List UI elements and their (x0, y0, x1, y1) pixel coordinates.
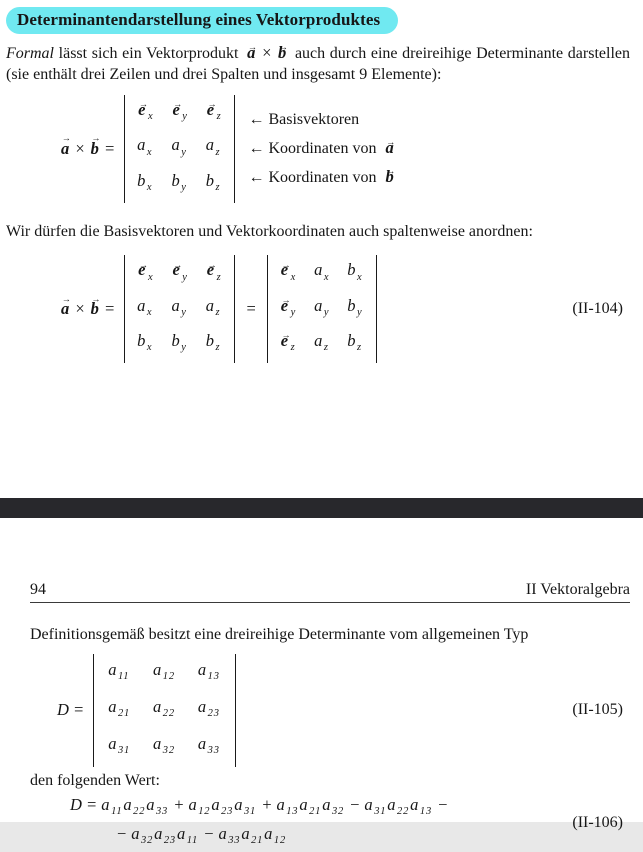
vector-symbol: e → (207, 260, 214, 280)
matrix-cell: a $_y$ (171, 135, 187, 158)
matrix-cell: e → $_x$ (137, 100, 154, 127)
intro-text-2: auch durch eine dreireihige Determinante darstellen (sie enthält drei Zeilen und drei Spalten und insgesamt 9 Elemente): (6, 45, 630, 83)
annotation-vector (384, 138, 394, 158)
section-heading-highlight (6, 7, 398, 34)
matrix-cell: a $_{32}$ (153, 734, 175, 757)
matrix-cell: a $_{31}$ (108, 734, 131, 757)
matrix-cell: b $_x$ (347, 260, 363, 283)
page-divider-bar (0, 498, 643, 518)
intro-lead-italic: Formal (6, 45, 54, 62)
row-annotations (248, 110, 394, 188)
matrix-cell: a $_x$ (137, 295, 153, 318)
eq105-left-side: D = (57, 700, 85, 720)
eq106-line-2: − a $_{32}$a $_{23}$a $_{11}$ − a $_{33}$a $_{21}$a $_{12}$ (116, 824, 287, 847)
annotation-label: ← Basisvektoren (248, 110, 360, 128)
matrix-cell: a $_z$ (205, 295, 221, 318)
intro-text-1: lässt sich ein Vektorprodukt (54, 45, 244, 62)
equation-number-II-106: (II-106) (572, 814, 623, 832)
annotation-koordinaten-a (248, 138, 394, 159)
equation-II-104 (60, 255, 630, 363)
section-heading: Determinantendarstellung eines Vektorproduktes (17, 10, 381, 29)
vector-symbol: e → (172, 100, 179, 120)
matrix-cell: b $_x$ (137, 330, 153, 354)
matrix-cell: e → $_z$ (206, 260, 223, 287)
matrix-cell: e → $_x$ (137, 260, 154, 287)
vector-symbol: e → (138, 100, 145, 120)
matrix-cell: a $_{12}$ (153, 659, 175, 682)
matrix-cell: b $_z$ (205, 330, 221, 354)
matrix-cell: b $_z$ (347, 330, 362, 354)
matrix-cell: b $_z$ (205, 170, 221, 193)
eq104-left-side: a → × b → = (60, 299, 115, 319)
matrix-cell: a $_x$ (314, 260, 330, 283)
running-header (30, 518, 630, 599)
matrix-cell: a $_{33}$ (197, 734, 220, 757)
matrix-cell: e → $_y$ (280, 296, 297, 323)
intro-paragraph (6, 43, 630, 85)
value-paragraph: den folgenden Wert: (30, 772, 160, 790)
definition-paragraph: Definitionsgemäß besitzt eine dreireihige Determinante vom allgemeinen Typ (30, 626, 529, 643)
matrix-cell: a $_{21}$ (108, 696, 131, 720)
matrix-cell: e → $_y$ (171, 260, 188, 287)
annotation-label: ← Koordinaten von (248, 139, 377, 157)
equation-II-105 (57, 654, 630, 768)
header-rule (30, 602, 630, 603)
vector-symbol: e → (172, 260, 179, 280)
vector-symbol: b → (278, 43, 286, 64)
matrix-cell: b $_y$ (347, 295, 363, 318)
matrix-cell: a $_y$ (314, 295, 330, 318)
matrix-cell: b $_y$ (171, 330, 187, 354)
general-determinant-matrix (93, 654, 236, 768)
matrix-cell: a $_{23}$ (197, 696, 220, 720)
matrix-cell: a $_x$ (137, 135, 153, 158)
matrix-cell: b $_y$ (171, 170, 187, 193)
annotation-basisvektoren (248, 110, 394, 130)
determinant-matrix (124, 95, 235, 203)
equation-number-II-105: (II-105) (572, 701, 623, 719)
vector-symbol: a → (247, 43, 255, 64)
annotation-koordinaten-b (248, 167, 394, 188)
matrix-cell: a $_{11}$ (108, 659, 130, 682)
vector-symbol: b → (385, 167, 393, 187)
equation-basis-determinant (60, 95, 630, 203)
columnwise-paragraph: Wir dürfen die Basisvektoren und Vektorkoordinaten auch spaltenweise anordnen: (6, 222, 533, 240)
annotation-label: ← Koordinaten von (248, 168, 377, 186)
equation-number-II-104: (II-104) (572, 300, 623, 318)
vector-symbol: e → (207, 100, 214, 120)
vector-symbol: e → (138, 260, 145, 280)
matrix-cell: a $_z$ (314, 330, 329, 354)
matrix-cell: a $_z$ (205, 135, 221, 158)
inline-cross-product: a → × b → (246, 43, 287, 62)
vector-symbol: e → (281, 260, 288, 280)
matrix-cell: e → $_y$ (171, 100, 188, 127)
vector-symbol: a → (61, 139, 69, 159)
equation-II-106 (30, 794, 630, 852)
matrix-cell: b $_x$ (137, 170, 153, 193)
vector-symbol: e → (281, 331, 288, 351)
vector-symbol: b → (91, 299, 99, 319)
matrix-cell: a $_{22}$ (153, 696, 175, 720)
vector-symbol: a → (385, 138, 393, 158)
determinant-matrix-columnwise (267, 255, 377, 363)
eq1-left-side: a → × b → = (60, 139, 115, 159)
matrix-cell: e → $_z$ (280, 331, 297, 358)
vector-symbol: a → (61, 299, 69, 319)
lower-page-section (0, 518, 643, 847)
annotation-vector (384, 167, 394, 187)
chapter-running-head: II Vektoralgebra (525, 581, 630, 598)
matrix-cell: e → $_z$ (206, 100, 223, 127)
eq106-line-1: D = a $_{11}$a $_{22}$a $_{33}$ + a $_{12}$a $_{23}$a $_{31}$ + a $_{13}$a $_{21}$a $_{32}$ − a $_{31}$a $_{22}$a $_{13}$ − (70, 794, 449, 818)
page-number: 94 (30, 581, 46, 598)
matrix-cell: e → $_x$ (280, 260, 297, 287)
equals-sign: = (246, 299, 256, 319)
matrix-cell: a $_y$ (171, 295, 187, 318)
matrix-cell: a $_{13}$ (197, 659, 220, 682)
vector-symbol: e → (281, 296, 288, 316)
determinant-matrix-rowwise (124, 255, 235, 363)
vector-symbol: b → (91, 139, 99, 159)
